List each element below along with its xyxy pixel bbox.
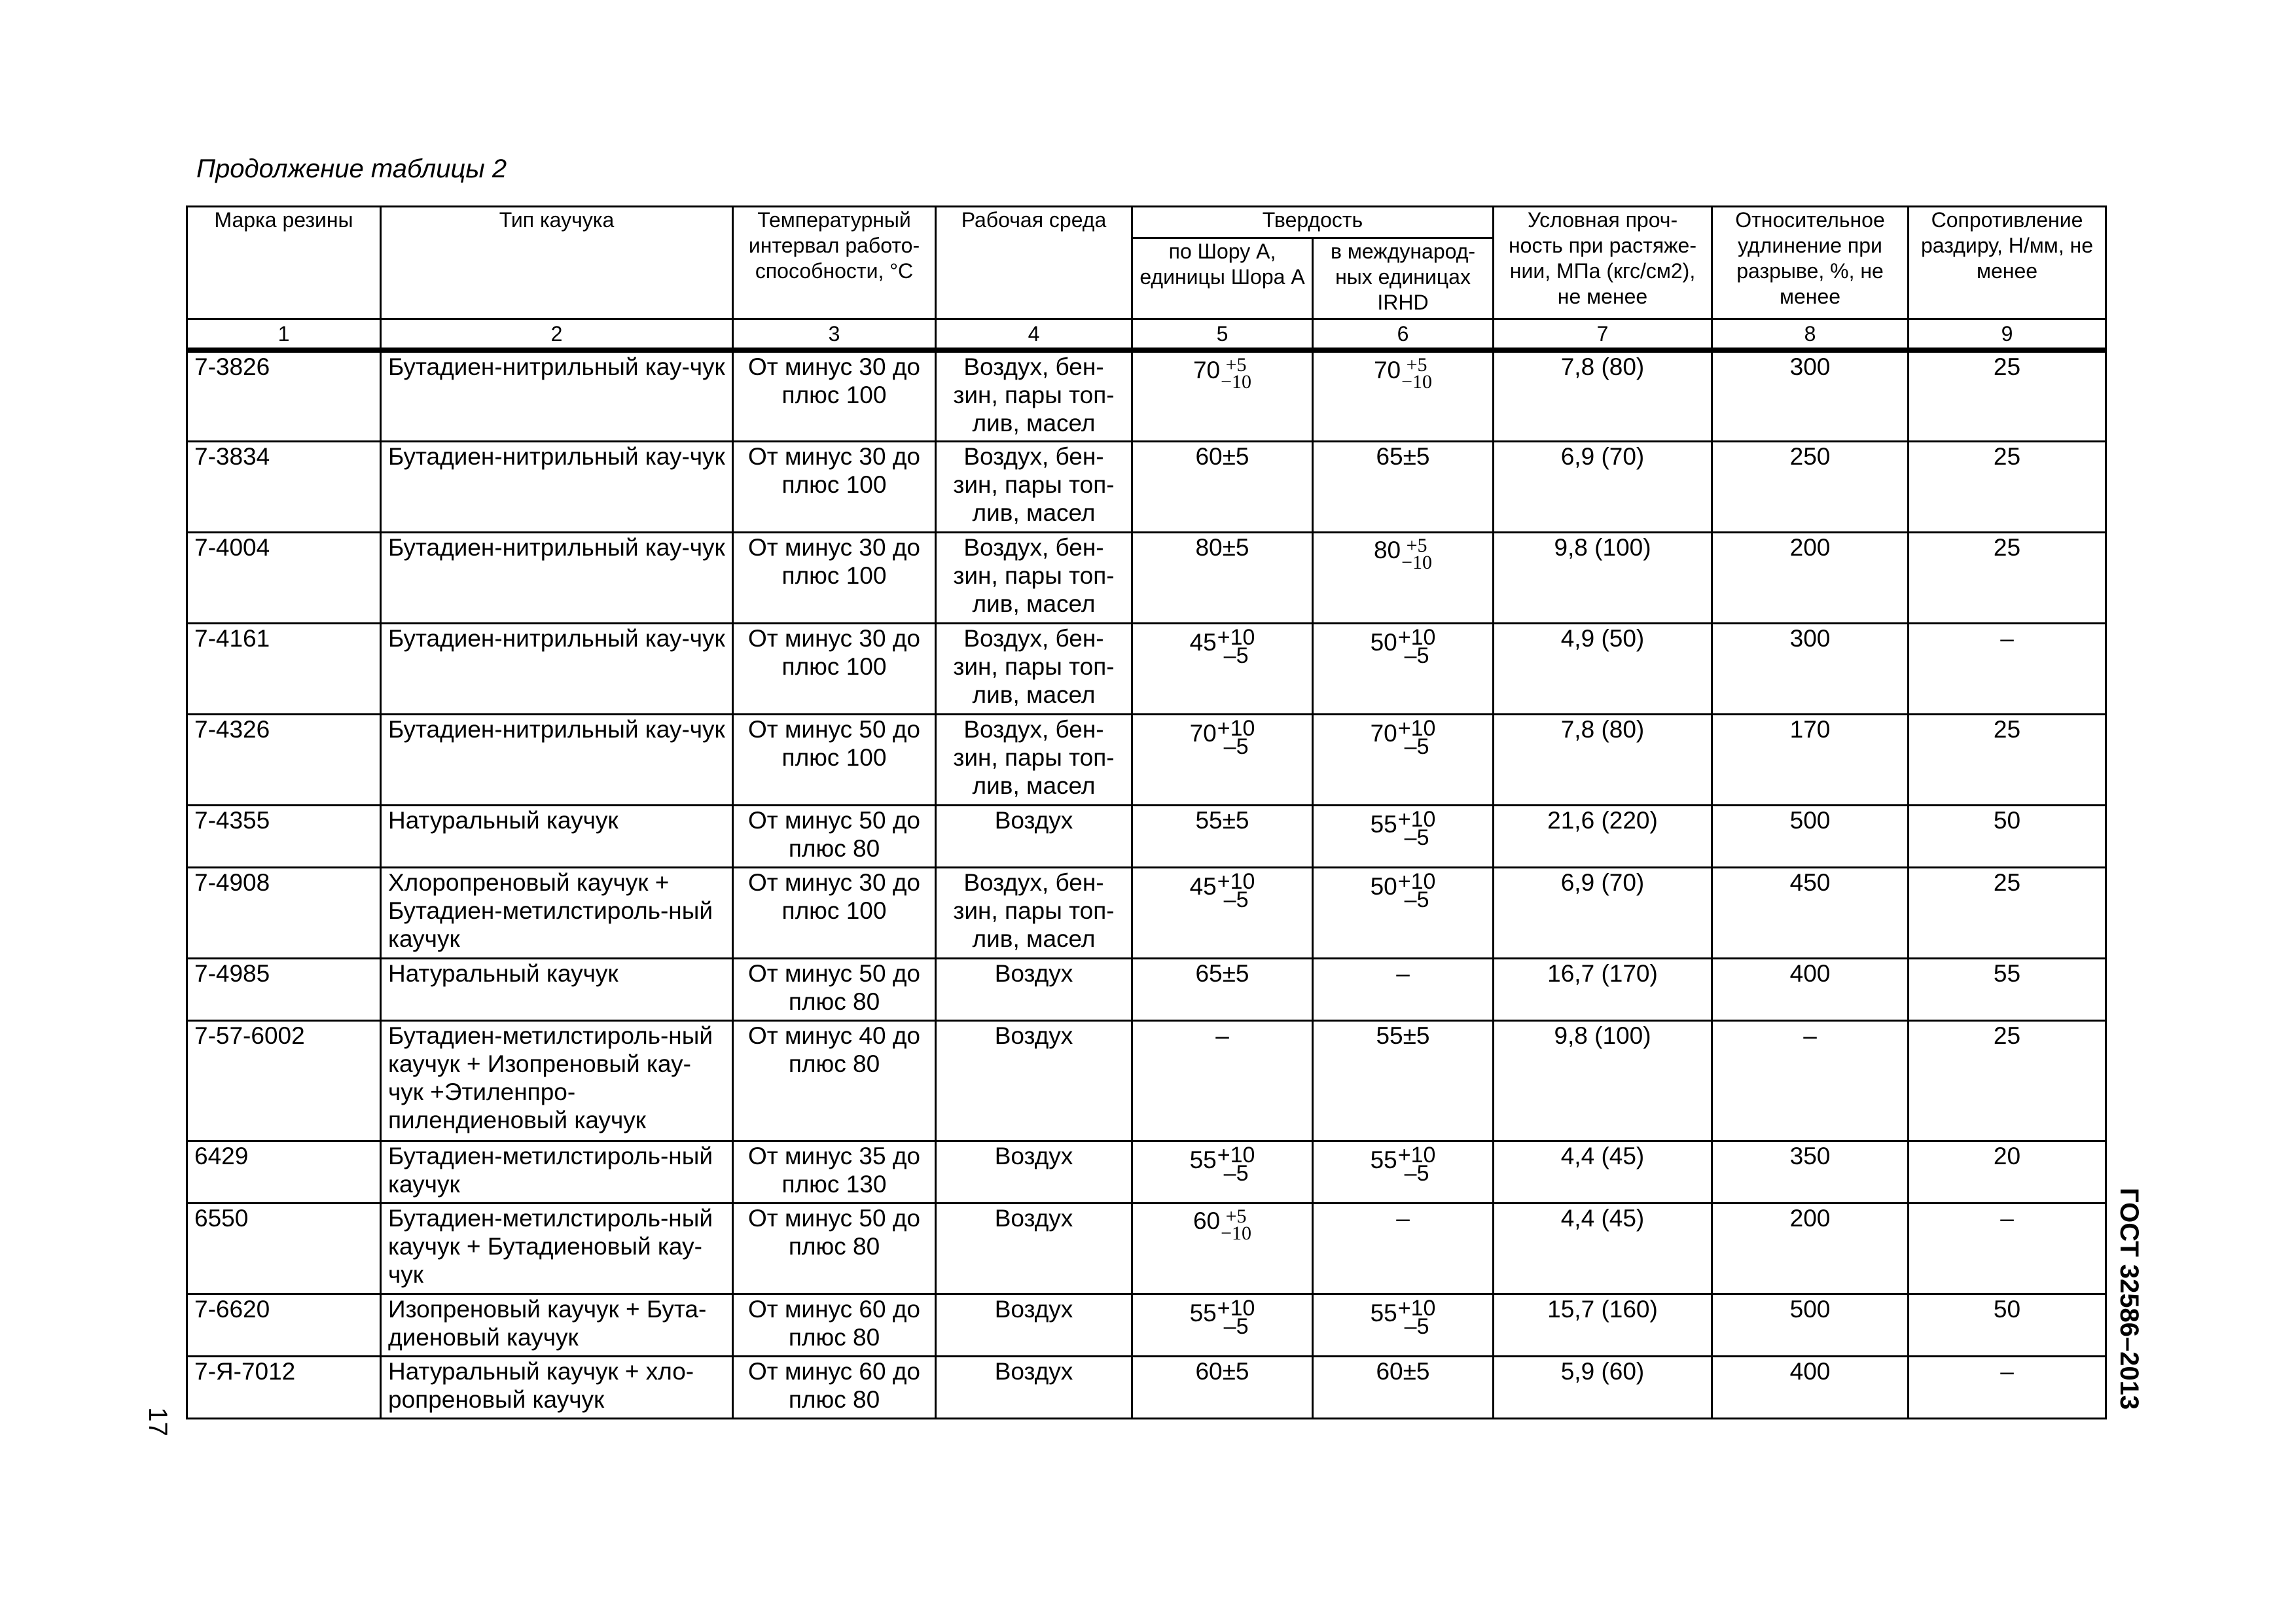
tolerance-value [1370, 1142, 1436, 1186]
cell-temp-range: От минус 40 до плюс 80 [733, 1020, 936, 1141]
lower-tolerance: −10 [1401, 371, 1433, 393]
table-row [187, 1141, 2106, 1203]
cell-strength: 15,7 (160) [1494, 1294, 1712, 1356]
nominal-value: 55 [1370, 811, 1397, 838]
rubber-properties-table [186, 205, 2107, 1419]
cell-tear: 25 [1909, 714, 2106, 805]
tolerance-value [1193, 353, 1252, 393]
cell-rubber-type: Изопреновый каучук + Бута-диеновый каучук [381, 1294, 733, 1356]
cell-medium: Воздух [936, 1203, 1132, 1294]
cell-shore [1132, 623, 1313, 714]
nominal-value: 55 [1370, 1300, 1397, 1327]
cell-temp-range: От минус 30 до плюс 100 [733, 350, 936, 441]
cell-temp-range: От минус 30 до плюс 100 [733, 867, 936, 958]
cell-shore: 80±5 [1132, 532, 1313, 623]
cell-elongation: 200 [1712, 532, 1909, 623]
cell-rubber-type: Натуральный каучук [381, 805, 733, 867]
table-row [187, 1356, 2106, 1418]
lower-tolerance: –5 [1223, 1160, 1249, 1186]
tolerance-value [1189, 1142, 1255, 1186]
upper-tolerance: +10 [1217, 1295, 1255, 1321]
cell-elongation: 200 [1712, 1203, 1909, 1294]
nominal-value: 55 [1370, 1147, 1397, 1173]
lower-tolerance: –5 [1223, 887, 1249, 912]
cell-irhd [1313, 867, 1494, 958]
cell-medium: Воздух, бен-зин, пары топ-лив, масел [936, 714, 1132, 805]
cell-rubber-type: Натуральный каучук + хло-ропреновый каучук [381, 1356, 733, 1418]
lower-tolerance: –5 [1404, 643, 1429, 668]
col-num: 3 [733, 319, 936, 351]
header-irhd: в международ-ных единицах IRHD [1313, 238, 1494, 319]
page-number: 17 [143, 1407, 172, 1436]
cell-shore [1132, 714, 1313, 805]
nominal-value: 50 [1370, 873, 1397, 900]
table-body [187, 350, 2106, 1418]
cell-irhd [1313, 532, 1494, 623]
cell-shore: 60±5 [1132, 1356, 1313, 1418]
lower-tolerance: −10 [1221, 1222, 1252, 1244]
tolerance-value [1189, 624, 1255, 668]
header-temp-range: Температурный интервал работо-способности, °С [733, 207, 936, 319]
cell-tear: 25 [1909, 441, 2106, 532]
cell-tear: 50 [1909, 1294, 2106, 1356]
cell-irhd: 60±5 [1313, 1356, 1494, 1418]
cell-strength: 7,8 (80) [1494, 714, 1712, 805]
tolerance-value [1370, 624, 1436, 668]
cell-rubber-type: Натуральный каучук [381, 958, 733, 1020]
cell-strength: 4,4 (45) [1494, 1141, 1712, 1203]
cell-grade: 6550 [187, 1203, 381, 1294]
col-num: 6 [1313, 319, 1494, 351]
cell-shore [1132, 1294, 1313, 1356]
cell-medium: Воздух [936, 805, 1132, 867]
cell-strength: 6,9 (70) [1494, 867, 1712, 958]
cell-medium: Воздух, бен-зин, пары топ-лив, масел [936, 441, 1132, 532]
table-row [187, 532, 2106, 623]
cell-grade: 7-4908 [187, 867, 381, 958]
standard-designation: ГОСТ 32586–2013 [2115, 1188, 2144, 1410]
cell-rubber-type: Бутадиен-метилстироль-ный каучук + Бутадиеновый кау-чук [381, 1203, 733, 1294]
cell-rubber-type: Бутадиен-нитрильный кау-чук [381, 441, 733, 532]
cell-tear: 25 [1909, 867, 2106, 958]
tolerance-value [1189, 715, 1255, 759]
upper-tolerance: +10 [1397, 1295, 1436, 1321]
lower-tolerance: –5 [1404, 1160, 1429, 1186]
cell-temp-range: От минус 30 до плюс 100 [733, 441, 936, 532]
tolerance-value [1189, 868, 1255, 912]
cell-tear: – [1909, 1356, 2106, 1418]
table-row [187, 441, 2106, 532]
upper-tolerance: +10 [1217, 624, 1255, 650]
nominal-value: 55 [1189, 1147, 1217, 1173]
lower-tolerance: –5 [1223, 643, 1249, 668]
cell-temp-range: От минус 60 до плюс 80 [733, 1356, 936, 1418]
lower-tolerance: −10 [1401, 551, 1433, 573]
cell-irhd [1313, 623, 1494, 714]
lower-tolerance: –5 [1404, 887, 1429, 912]
cell-tear: 25 [1909, 1020, 2106, 1141]
col-num: 5 [1132, 319, 1313, 351]
cell-elongation: 400 [1712, 1356, 1909, 1418]
cell-strength: 5,9 (60) [1494, 1356, 1712, 1418]
cell-irhd: 65±5 [1313, 441, 1494, 532]
cell-medium: Воздух [936, 1294, 1132, 1356]
cell-strength: 21,6 (220) [1494, 805, 1712, 867]
cell-rubber-type: Хлоропреновый каучук + Бутадиен-метилстироль-ный каучук [381, 867, 733, 958]
cell-medium: Воздух, бен-зин, пары топ-лив, масел [936, 532, 1132, 623]
table-row [187, 1020, 2106, 1141]
cell-tear: 55 [1909, 958, 2106, 1020]
cell-medium: Воздух, бен-зин, пары топ-лив, масел [936, 350, 1132, 441]
cell-shore [1132, 1141, 1313, 1203]
nominal-value: 70 [1189, 720, 1217, 747]
nominal-value: 80 [1373, 537, 1401, 563]
header-rubber-type: Тип каучука [381, 207, 733, 319]
upper-tolerance: +10 [1397, 715, 1436, 741]
cell-tear: – [1909, 623, 2106, 714]
table-row [187, 1294, 2106, 1356]
cell-grade: 7-4326 [187, 714, 381, 805]
cell-shore: – [1132, 1020, 1313, 1141]
upper-tolerance: +5 [1406, 534, 1427, 556]
cell-rubber-type: Бутадиен-нитрильный кау-чук [381, 623, 733, 714]
cell-medium: Воздух [936, 1356, 1132, 1418]
cell-temp-range: От минус 30 до плюс 100 [733, 623, 936, 714]
cell-temp-range: От минус 35 до плюс 130 [733, 1141, 936, 1203]
cell-grade: 7-6620 [187, 1294, 381, 1356]
table-row [187, 350, 2106, 441]
tolerance-value [1370, 806, 1436, 850]
header-tear: Сопротивление раздиру, Н/мм, не менее [1909, 207, 2106, 319]
cell-tear: 20 [1909, 1141, 2106, 1203]
cell-tear: 25 [1909, 350, 2106, 441]
tolerance-value [1370, 715, 1436, 759]
cell-irhd: – [1313, 1203, 1494, 1294]
cell-medium: Воздух [936, 958, 1132, 1020]
lower-tolerance: –5 [1223, 1313, 1249, 1339]
cell-irhd: 55±5 [1313, 1020, 1494, 1141]
cell-grade: 6429 [187, 1141, 381, 1203]
cell-elongation: 500 [1712, 1294, 1909, 1356]
table-row [187, 805, 2106, 867]
cell-medium: Воздух [936, 1141, 1132, 1203]
cell-rubber-type: Бутадиен-метилстироль-ный каучук + Изопреновый кау-чук +Этиленпро-пилендиеновый каучук [381, 1020, 733, 1141]
upper-tolerance: +10 [1397, 868, 1436, 894]
cell-grade: 7-4355 [187, 805, 381, 867]
nominal-value: 50 [1370, 629, 1397, 656]
upper-tolerance: +10 [1217, 715, 1255, 741]
tolerance-value [1370, 868, 1436, 912]
table-row [187, 958, 2106, 1020]
cell-temp-range: От минус 50 до плюс 80 [733, 958, 936, 1020]
cell-shore [1132, 1203, 1313, 1294]
nominal-value: 60 [1193, 1207, 1221, 1234]
col-num: 4 [936, 319, 1132, 351]
cell-elongation: 450 [1712, 867, 1909, 958]
cell-rubber-type: Бутадиен-нитрильный кау-чук [381, 714, 733, 805]
cell-elongation: 300 [1712, 350, 1909, 441]
cell-irhd [1313, 350, 1494, 441]
cell-medium: Воздух [936, 1020, 1132, 1141]
header-medium: Рабочая среда [936, 207, 1132, 319]
upper-tolerance: +10 [1397, 806, 1436, 832]
header-strength: Условная проч-ность при растяже-нии, МПа (кгс/см2), не менее [1494, 207, 1712, 319]
table-row [187, 623, 2106, 714]
cell-grade: 7-4985 [187, 958, 381, 1020]
col-num: 7 [1494, 319, 1712, 351]
upper-tolerance: +10 [1397, 1142, 1436, 1168]
cell-shore: 55±5 [1132, 805, 1313, 867]
cell-grade: 7-4004 [187, 532, 381, 623]
header-shore: по Шору А, единицы Шора А [1132, 238, 1313, 319]
lower-tolerance: −10 [1221, 371, 1252, 393]
cell-irhd [1313, 1294, 1494, 1356]
cell-shore: 65±5 [1132, 958, 1313, 1020]
cell-strength: 9,8 (100) [1494, 1020, 1712, 1141]
cell-strength: 9,8 (100) [1494, 532, 1712, 623]
col-num: 2 [381, 319, 733, 351]
table-caption: Продолжение таблицы 2 [196, 154, 507, 183]
cell-shore: 60±5 [1132, 441, 1313, 532]
cell-elongation: 350 [1712, 1141, 1909, 1203]
cell-strength: 16,7 (170) [1494, 958, 1712, 1020]
cell-grade: 7-4161 [187, 623, 381, 714]
header-elongation: Относительное удлинение при разрыве, %, не менее [1712, 207, 1909, 319]
cell-elongation: 250 [1712, 441, 1909, 532]
tolerance-value [1373, 533, 1433, 573]
nominal-value: 70 [1373, 356, 1401, 383]
cell-rubber-type: Бутадиен-метилстироль-ный каучук [381, 1141, 733, 1203]
col-num: 9 [1909, 319, 2106, 351]
lower-tolerance: –5 [1404, 825, 1429, 850]
cell-strength: 4,4 (45) [1494, 1203, 1712, 1294]
lower-tolerance: –5 [1223, 734, 1249, 759]
header-grade: Марка резины [187, 207, 381, 319]
cell-strength: 7,8 (80) [1494, 350, 1712, 441]
header-hardness: Твердость [1132, 207, 1494, 238]
col-num: 8 [1712, 319, 1909, 351]
cell-tear: 50 [1909, 805, 2106, 867]
cell-tear: 25 [1909, 532, 2106, 623]
cell-elongation: 500 [1712, 805, 1909, 867]
cell-grade: 7-3834 [187, 441, 381, 532]
cell-elongation: – [1712, 1020, 1909, 1141]
nominal-value: 70 [1370, 720, 1397, 747]
upper-tolerance: +5 [1225, 354, 1247, 376]
table-row [187, 714, 2106, 805]
cell-medium: Воздух, бен-зин, пары топ-лив, масел [936, 867, 1132, 958]
column-numbers-row [187, 319, 2106, 351]
cell-grade: 7-Я-7012 [187, 1356, 381, 1418]
cell-temp-range: От минус 50 до плюс 80 [733, 1203, 936, 1294]
cell-strength: 6,9 (70) [1494, 441, 1712, 532]
cell-grade: 7-57-6002 [187, 1020, 381, 1141]
table-row [187, 1203, 2106, 1294]
cell-irhd [1313, 805, 1494, 867]
upper-tolerance: +10 [1217, 868, 1255, 894]
cell-shore [1132, 350, 1313, 441]
upper-tolerance: +5 [1225, 1205, 1247, 1227]
lower-tolerance: –5 [1404, 1313, 1429, 1339]
nominal-value: 45 [1189, 873, 1217, 900]
tolerance-value [1373, 353, 1433, 393]
nominal-value: 70 [1193, 356, 1221, 383]
cell-temp-range: От минус 50 до плюс 100 [733, 714, 936, 805]
upper-tolerance: +10 [1397, 624, 1436, 650]
cell-temp-range: От минус 30 до плюс 100 [733, 532, 936, 623]
upper-tolerance: +10 [1217, 1142, 1255, 1168]
cell-temp-range: От минус 50 до плюс 80 [733, 805, 936, 867]
cell-elongation: 300 [1712, 623, 1909, 714]
cell-medium: Воздух, бен-зин, пары топ-лив, масел [936, 623, 1132, 714]
nominal-value: 55 [1189, 1300, 1217, 1327]
lower-tolerance: –5 [1404, 734, 1429, 759]
cell-rubber-type: Бутадиен-нитрильный кау-чук [381, 532, 733, 623]
cell-irhd [1313, 1141, 1494, 1203]
cell-shore [1132, 867, 1313, 958]
table-row [187, 867, 2106, 958]
cell-grade: 7-3826 [187, 350, 381, 441]
cell-temp-range: От минус 60 до плюс 80 [733, 1294, 936, 1356]
nominal-value: 45 [1189, 629, 1217, 656]
cell-irhd [1313, 714, 1494, 805]
col-num: 1 [187, 319, 381, 351]
cell-irhd: – [1313, 958, 1494, 1020]
tolerance-value [1370, 1295, 1436, 1339]
cell-strength: 4,9 (50) [1494, 623, 1712, 714]
cell-elongation: 170 [1712, 714, 1909, 805]
tolerance-value [1189, 1295, 1255, 1339]
upper-tolerance: +5 [1406, 354, 1427, 376]
tolerance-value [1193, 1204, 1252, 1244]
cell-rubber-type: Бутадиен-нитрильный кау-чук [381, 350, 733, 441]
cell-elongation: 400 [1712, 958, 1909, 1020]
cell-tear: – [1909, 1203, 2106, 1294]
